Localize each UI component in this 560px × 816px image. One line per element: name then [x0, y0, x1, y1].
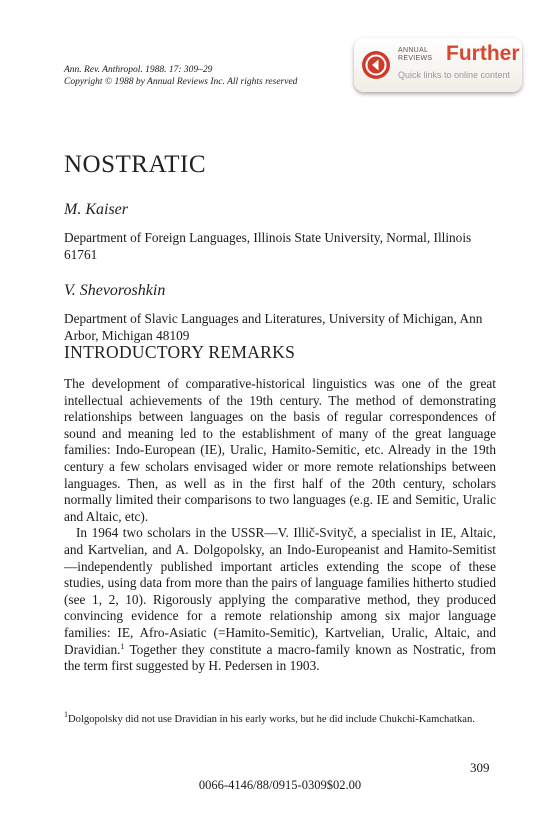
author-affiliation: Department of Foreign Languages, Illinois State University, Normal, Illinois 61761 [64, 230, 472, 262]
author-affiliation: Department of Slavic Languages and Literatures, University of Michigan, Ann Arbor, Michigan 48109 [64, 311, 483, 343]
author-name: M. Kaiser [64, 201, 128, 218]
copyright-notice: Copyright © 1988 by Annual Reviews Inc. All rights reserved [64, 77, 298, 87]
banner-further-label: Further [446, 42, 520, 65]
page-number: 309 [470, 760, 490, 775]
journal-citation: Ann. Rev. Anthropol. 1988. 17: 309–29 [64, 65, 213, 75]
footnote-marker: 1 [64, 710, 68, 719]
back-arrow-icon [362, 51, 390, 79]
paragraph: The development of comparative-historical linguistics was one of the great intellectual achievements of the 19th century. The method of demonstrating relationships between languages on the basis of regular correspondences of sound and meaning led to the establishment of many of the great language families: Indo-European (IE), Uralic, Hamito-Semitic, etc. Already in the 19th century a few scholars envisaged wider or more remote relationships between languages. Then, as well as in the first half of the 20th century, scholars normally limited their comparisons to two languages (e.g. IE and Semitic, Uralic and Altaic, etc). [64, 376, 496, 524]
footnote-reference[interactable]: 1 [120, 641, 125, 651]
author-name: V. Shevoroshkin [64, 282, 166, 299]
footnote-text: Dolgopolsky did not use Dravidian in his early works, but he did include Chukchi-Kamchatkan. [68, 714, 475, 725]
banner-subtitle: Quick links to online content [398, 70, 511, 80]
price-code: 0066-4146/88/0915-0309$02.00 [198, 778, 362, 792]
body-text [64, 376, 496, 675]
section-heading: INTRODUCTORY REMARKS [64, 342, 296, 362]
banner-annual-label: ANNUAL [398, 47, 429, 54]
paragraph [64, 525, 496, 674]
paragraph-text: In 1964 two scholars in the USSR—V. Illič-Svityč, a specialist in IE, Altaic, and Kartvelian, and A. Dolgopolsky, an Indo-Europeanist and Hamito-Semitist—independently published important articles extending the scope of these studies, using data from more than the pairs of language families hitherto studied (see 1, 2, 10). Rigorously applying the comparative method, they produced convincing evidence for a remote relationship among six major language families: IE, Afro-Asiatic (=Hamito-Semitic), Kartvelian, Uralic, Altaic, and Dravidian. [64, 525, 496, 657]
footnote [64, 710, 496, 726]
article-title: NOSTRATIC [64, 151, 207, 178]
banner-reviews-label: REVIEWS [398, 55, 433, 62]
annual-reviews-further-banner[interactable] [354, 38, 522, 92]
paragraph-text: Together they constitute a macro-family known as Nostratic, from the term first suggested by H. Pedersen in 1903. [64, 641, 496, 674]
